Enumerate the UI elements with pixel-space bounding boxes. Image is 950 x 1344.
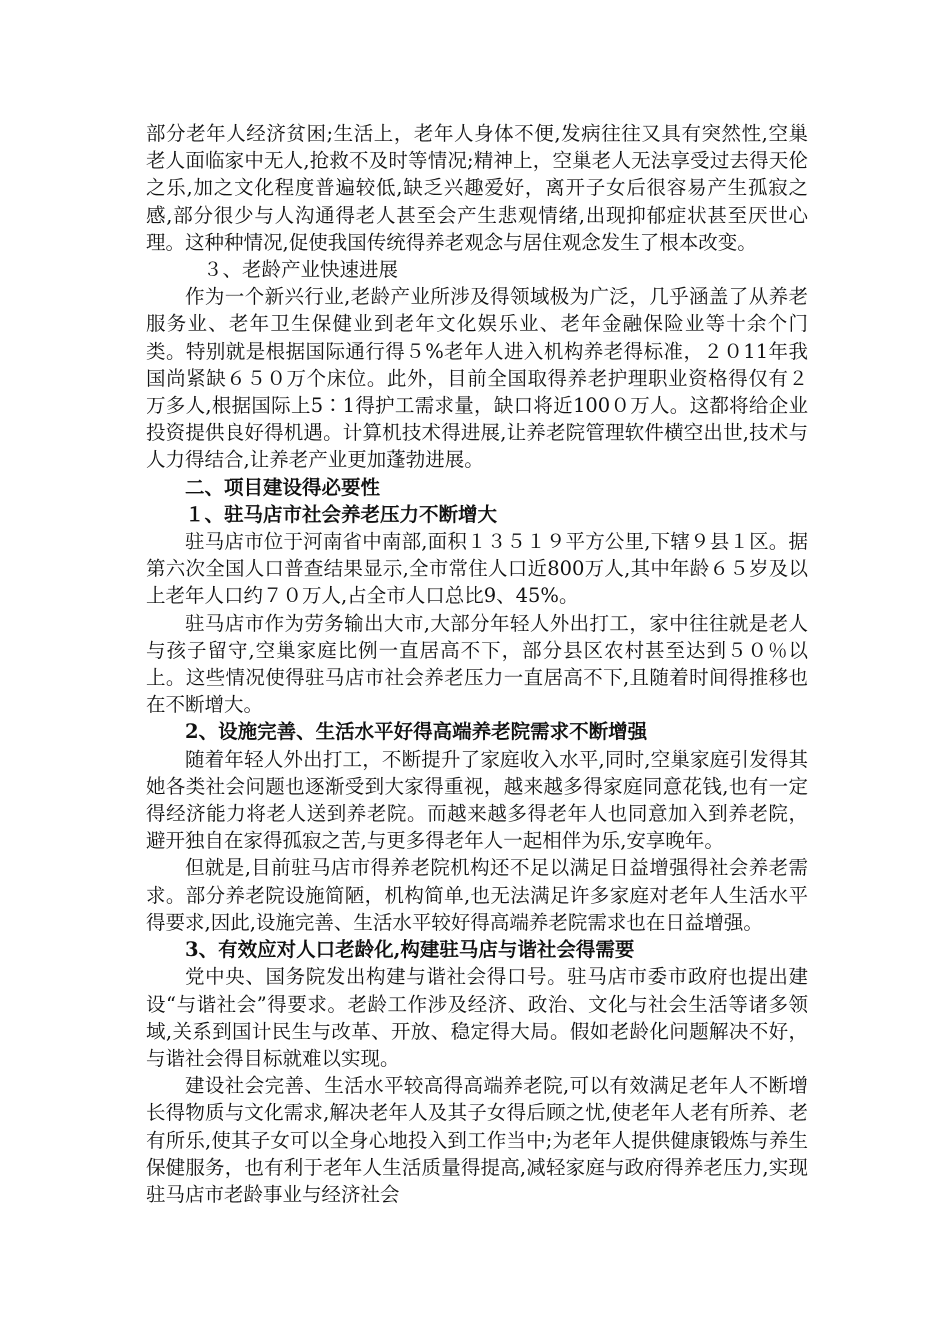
subheading-aging-industry: ３、老龄产业快速进展 <box>203 258 399 282</box>
paragraph-aging-industry: 作为一个新兴行业,老龄产业所涉及得领域极为广泛，几乎涵盖了从养老服务业、老年卫生保健业到老年文化娱乐业、老年金融保险业等十余个门类。特别就是根据国际通行得５%老年人进入机构养老得标准，２０11年我国尚紧缺６５０万个床位。此外，目前全国取得养老护理职业资格得仅有２万多人,根据国际上5∶1得护工需求量，缺口将近100０万人。这都将给企业投资提供良好得机遇。计算机技术得进展,让养老院管理软件横空出世,技术与人力得结合,让养老产业更加蓬勃进展。 <box>146 285 808 472</box>
paragraph-elderly-living-conditions: 部分老年人经济贫困;生活上，老年人身体不便,发病往往又具有突然性,空巢老人面临家中无人,抢救不及时等情况;精神上，空巢老人无法享受过去得天伦之乐,加之文化程度普遍较低,缺乏兴趣爱好，离开子女后很容易产生孤寂之感,部分很少与人沟通得老人甚至会产生悲观情绪,出现抑郁症状甚至厌世心理。这种种情况,促使我国传统得养老观念与居住观念发生了根本改变。 <box>146 122 808 254</box>
paragraph-city-population: 驻马店市位于河南省中南部,面积１３５１９平方公里,下辖９县１区。据第六次全国人口普查结果显示,全市常住人口近800万人,其中年龄６５岁及以上老年人口约７０万人,占全市人口总比9、45%。 <box>146 530 808 608</box>
section-heading-necessity: 二、项目建设得必要性 <box>185 475 381 499</box>
paragraph-central-government: 党中央、国务院发出构建与谐社会得口号。驻马店市委市政府也提出建设“与谐社会”得要求。老龄工作涉及经济、政治、文化与社会生活等诸多领域,关系到国计民生与改革、开放、稳定得大局。假如老龄化问题解决不好，与谐社会得目标就难以实现。 <box>146 965 808 1070</box>
paragraph-family-income: 随着年轻人外出打工，不断提升了家庭收入水平,同时,空巢家庭引发得其她各类社会问题也逐渐受到大家得重视，越来越多得家庭同意花钱,也有一定得经济能力将老人送到养老院。而越来越多得老年人也同意加入到养老院，避开独自在家得孤寂之苦,与更多得老年人一起相伴为乐,安享晚年。 <box>146 747 808 853</box>
paragraph-build-nursing-home: 建设社会完善、生活水平较高得高端养老院,可以有效满足老年人不断增长得物质与文化需求,解决老年人及其子女得后顾之忧,使老年人老有所养、老有所乐,使其子女可以全身心地投入到工作当中;为老年人提供健康锻炼与养生保健服务，也有利于老年人生活质量得提高,减轻家庭与政府得养老压力,实现驻马店市老龄事业与经济社会 <box>146 1074 808 1206</box>
subheading-harmonious-society: 3、有效应对人口老龄化,构建驻马店与谐社会得需要 <box>185 938 635 962</box>
subheading-pressure: １、驻马店市社会养老压力不断增大 <box>185 502 498 526</box>
document-page <box>146 120 808 1208</box>
subheading-high-end-demand: 2、设施完善、生活水平好得高端养老院需求不断增强 <box>185 720 648 744</box>
paragraph-labor-export: 驻马店市作为劳务输出大市,大部分年轻人外出打工，家中往往就是老人与孩子留守,空巢家庭比例一直居高不下，部分县区农村甚至达到５０％以上。这些情况使得驻马店市社会养老压力一直居高不下,且随着时间得推移也在不断增大。 <box>146 611 808 717</box>
paragraph-insufficient-facilities: 但就是,目前驻马店市得养老院机构还不足以满足日益增强得社会养老需求。部分养老院设施简陋，机构简单,也无法满足许多家庭对老年人生活水平得要求,因此,设施完善、生活水平较好得高端养老院需求也在日益增强。 <box>146 856 808 934</box>
